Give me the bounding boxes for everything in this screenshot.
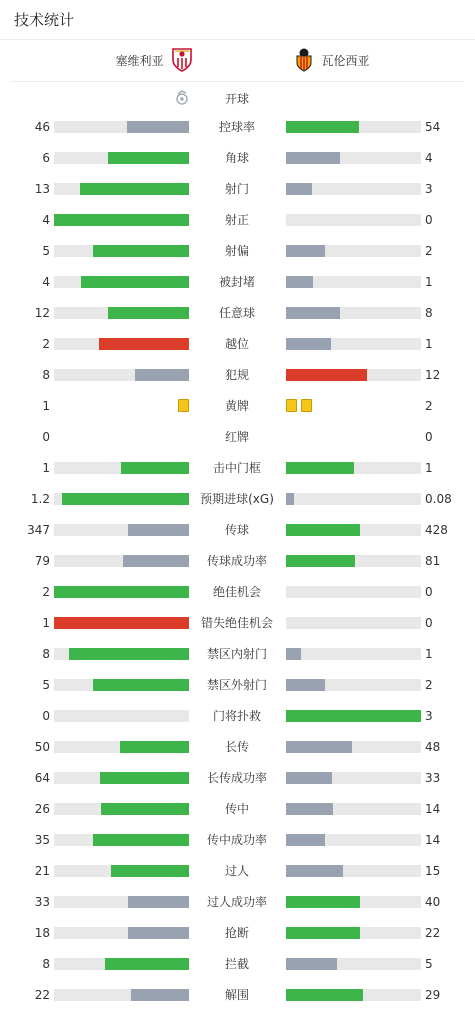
- sevilla-crest-icon: [170, 47, 194, 73]
- away-bar-track: [286, 586, 421, 598]
- away-bar-track: [286, 803, 421, 815]
- home-bar-track: [54, 493, 189, 505]
- stat-label: 传中成功率: [206, 833, 267, 847]
- home-bar-fill: [93, 245, 189, 257]
- home-bar-fill: [131, 989, 189, 1001]
- stat-row: [0, 577, 475, 608]
- away-bar-fill: [286, 307, 340, 319]
- away-bar-fill: [286, 927, 360, 939]
- away-bar-fill: [286, 772, 332, 784]
- away-bar-track: [286, 121, 421, 133]
- stat-row: [0, 794, 475, 825]
- away-value: 4: [425, 151, 433, 165]
- home-bar-fill: [54, 586, 189, 598]
- away-bar-fill: [286, 555, 355, 567]
- stat-row: [0, 236, 475, 267]
- stat-row: [0, 763, 475, 794]
- home-value: 347: [27, 523, 50, 537]
- home-bar-track: [54, 276, 189, 288]
- away-bar-fill: [286, 803, 333, 815]
- home-bar-track: [54, 369, 189, 381]
- home-value: 0: [42, 709, 50, 723]
- away-yellow-cards: [286, 399, 312, 412]
- stat-row: [0, 453, 475, 484]
- stat-row: [0, 360, 475, 391]
- away-bar-track: [286, 307, 421, 319]
- home-bar-fill: [121, 462, 189, 474]
- home-value: 64: [34, 771, 50, 785]
- home-value: 35: [34, 833, 50, 847]
- away-value: 2: [425, 678, 433, 692]
- stat-label: 传中: [224, 802, 249, 816]
- home-value: 6: [42, 151, 50, 165]
- away-bar-fill: [286, 183, 312, 195]
- stat-row: [0, 825, 475, 856]
- away-bar-track: [286, 927, 421, 939]
- away-bar-track: [286, 958, 421, 970]
- page-title: 技术统计: [14, 11, 75, 29]
- stat-label: 禁区外射门: [206, 678, 267, 692]
- stat-row: [0, 732, 475, 763]
- stat-row: [0, 267, 475, 298]
- stat-label: 击中门框: [212, 461, 261, 475]
- stat-label: 黄牌: [224, 399, 249, 413]
- yellow-card-icon: [286, 399, 297, 412]
- stat-row: [0, 639, 475, 670]
- stat-label: 预期进球(xG): [200, 492, 274, 506]
- stat-row: [0, 608, 475, 639]
- home-bar-fill: [111, 865, 189, 877]
- stat-label: 解围: [224, 988, 249, 1002]
- away-bar-track: [286, 183, 421, 195]
- home-value: 4: [42, 213, 50, 227]
- away-bar-track: [286, 834, 421, 846]
- away-bar-track: [286, 648, 421, 660]
- stat-row: [0, 949, 475, 980]
- home-value: 18: [34, 926, 50, 940]
- away-bar-track: [286, 245, 421, 257]
- away-value: 40: [425, 895, 441, 909]
- away-bar-track: [286, 152, 421, 164]
- away-bar-fill: [286, 679, 325, 691]
- away-value: 0: [425, 616, 433, 630]
- home-bar-track: [54, 152, 189, 164]
- stat-label: 射正: [224, 213, 249, 227]
- home-bar-track: [54, 741, 189, 753]
- home-bar-fill: [62, 493, 189, 505]
- home-value: 5: [42, 678, 50, 692]
- away-bar-fill: [286, 989, 363, 1001]
- away-value: 33: [425, 771, 441, 785]
- home-bar-fill: [100, 772, 189, 784]
- stat-row: [0, 484, 475, 515]
- away-bar-fill: [286, 276, 313, 288]
- home-value: 12: [34, 306, 50, 320]
- stat-label: 射偏: [224, 244, 249, 258]
- home-value: 2: [42, 337, 50, 351]
- stat-row: [0, 887, 475, 918]
- home-value: 50: [34, 740, 50, 754]
- stat-label: 控球率: [218, 120, 255, 134]
- away-value: 0: [425, 585, 433, 599]
- stat-label: 禁区内射门: [206, 647, 267, 661]
- away-bar-track: [286, 462, 421, 474]
- home-bar-fill: [54, 617, 189, 629]
- home-bar-track: [54, 865, 189, 877]
- away-team-name: 瓦伦西亚: [321, 53, 370, 68]
- stat-label: 角球: [224, 151, 249, 165]
- home-bar-fill: [105, 958, 189, 970]
- away-bar-track: [286, 276, 421, 288]
- away-value: 22: [425, 926, 441, 940]
- home-bar-track: [54, 307, 189, 319]
- stat-row: [0, 391, 475, 422]
- stat-label: 过人: [224, 864, 249, 878]
- away-bar-track: [286, 555, 421, 567]
- home-value: 22: [34, 988, 50, 1002]
- away-value: 0.08: [425, 492, 452, 506]
- stat-row: [0, 701, 475, 732]
- home-bar-fill: [108, 307, 189, 319]
- away-bar-track: [286, 493, 421, 505]
- home-bar-track: [54, 586, 189, 598]
- stat-label: 射门: [224, 182, 249, 196]
- away-bar-fill: [286, 462, 354, 474]
- teams-header: [10, 40, 465, 82]
- yellow-card-icon: [301, 399, 312, 412]
- home-bar-track: [54, 338, 189, 350]
- stat-label: 传球: [224, 523, 249, 537]
- stat-row: [0, 298, 475, 329]
- home-bar-track: [54, 772, 189, 784]
- away-value: 0: [425, 430, 433, 444]
- away-value: 2: [425, 399, 433, 413]
- away-value: 3: [425, 709, 433, 723]
- stat-label: 任意球: [218, 306, 255, 320]
- stat-label: 越位: [224, 337, 249, 351]
- away-value: 15: [425, 864, 441, 878]
- stat-row: [0, 670, 475, 701]
- stat-label: 门将扑救: [212, 709, 261, 723]
- away-bar-track: [286, 865, 421, 877]
- stat-row: [0, 546, 475, 577]
- away-value: 29: [425, 988, 441, 1002]
- home-bar-track: [54, 121, 189, 133]
- home-bar-fill: [93, 834, 189, 846]
- stat-row: [0, 856, 475, 887]
- away-value: 54: [425, 120, 441, 134]
- home-value: 0: [42, 430, 50, 444]
- stat-label: 绝佳机会: [212, 585, 261, 599]
- stat-label: 红牌: [224, 430, 249, 444]
- home-bar-fill: [128, 524, 189, 536]
- kickoff-row: [0, 82, 475, 112]
- home-bar-fill: [80, 183, 189, 195]
- away-bar-fill: [286, 834, 325, 846]
- stat-label: 拦截: [224, 957, 249, 971]
- stat-row: [0, 918, 475, 949]
- home-value: 1: [42, 399, 50, 413]
- home-value: 8: [42, 368, 50, 382]
- home-value: 4: [42, 275, 50, 289]
- home-bar-fill: [128, 927, 189, 939]
- away-bar-fill: [286, 958, 337, 970]
- away-bar-fill: [286, 524, 360, 536]
- away-bar-track: [286, 896, 421, 908]
- home-value: 13: [34, 182, 50, 196]
- stats-header: [0, 0, 475, 40]
- away-value: 8: [425, 306, 433, 320]
- away-value: 5: [425, 957, 433, 971]
- home-value: 2: [42, 585, 50, 599]
- valencia-crest-icon: [292, 47, 316, 73]
- away-bar-fill: [286, 741, 352, 753]
- home-bar-fill: [69, 648, 189, 660]
- stat-label: 错失绝佳机会: [200, 616, 273, 630]
- away-bar-track: [286, 214, 421, 226]
- away-bar-track: [286, 617, 421, 629]
- away-bar-track: [286, 338, 421, 350]
- away-team[interactable]: [292, 47, 370, 73]
- away-bar-fill: [286, 865, 343, 877]
- home-value: 5: [42, 244, 50, 258]
- away-bar-track: [286, 772, 421, 784]
- home-bar-track: [54, 555, 189, 567]
- home-bar-track: [54, 834, 189, 846]
- away-bar-track: [286, 369, 421, 381]
- home-bar-fill: [101, 803, 189, 815]
- stat-label: 被封堵: [218, 275, 255, 289]
- home-bar-track: [54, 617, 189, 629]
- away-bar-fill: [286, 121, 359, 133]
- away-value: 14: [425, 833, 441, 847]
- away-value: 2: [425, 244, 433, 258]
- stat-label: 犯规: [224, 368, 249, 382]
- home-value: 1: [42, 461, 50, 475]
- away-bar-track: [286, 524, 421, 536]
- home-bar-track: [54, 214, 189, 226]
- stat-row: [0, 980, 475, 1011]
- away-value: 14: [425, 802, 441, 816]
- away-bar-track: [286, 710, 421, 722]
- home-bar-track: [54, 679, 189, 691]
- home-value: 33: [34, 895, 50, 909]
- home-bar-track: [54, 927, 189, 939]
- stat-row: [0, 515, 475, 546]
- stat-row: [0, 205, 475, 236]
- home-bar-fill: [120, 741, 189, 753]
- home-value: 8: [42, 647, 50, 661]
- home-value: 21: [34, 864, 50, 878]
- away-bar-fill: [286, 338, 331, 350]
- stat-row: [0, 112, 475, 143]
- stat-row: [0, 174, 475, 205]
- home-bar-fill: [123, 555, 189, 567]
- stat-row: [0, 422, 475, 453]
- home-bar-fill: [54, 214, 189, 226]
- home-value: 79: [34, 554, 50, 568]
- home-bar-fill: [128, 896, 189, 908]
- home-bar-fill: [99, 338, 189, 350]
- home-bar-track: [54, 462, 189, 474]
- stat-row: [0, 143, 475, 174]
- kickoff-label: 开球: [224, 92, 249, 106]
- home-bar-track: [54, 710, 189, 722]
- away-value: 1: [425, 647, 433, 661]
- home-bar-fill: [135, 369, 189, 381]
- home-value: 26: [34, 802, 50, 816]
- away-value: 1: [425, 461, 433, 475]
- stat-label: 传球成功率: [206, 554, 267, 568]
- away-value: 428: [425, 523, 448, 537]
- home-bar-fill: [108, 152, 189, 164]
- away-value: 3: [425, 182, 433, 196]
- home-bar-track: [54, 896, 189, 908]
- away-bar-track: [286, 989, 421, 1001]
- away-bar-track: [286, 741, 421, 753]
- home-bar-track: [54, 803, 189, 815]
- home-bar-track: [54, 648, 189, 660]
- home-bar-track: [54, 183, 189, 195]
- away-value: 1: [425, 337, 433, 351]
- away-bar-fill: [286, 369, 367, 381]
- home-value: 8: [42, 957, 50, 971]
- home-bar-fill: [127, 121, 189, 133]
- home-team-name: 塞维利亚: [115, 53, 164, 68]
- away-bar-track: [286, 679, 421, 691]
- stat-label: 过人成功率: [206, 895, 267, 909]
- away-bar-fill: [286, 710, 421, 722]
- stat-row: [0, 329, 475, 360]
- away-bar-fill: [286, 152, 340, 164]
- stat-label: 抢断: [224, 926, 249, 940]
- stats-list: [0, 112, 475, 1011]
- home-value: 1: [42, 616, 50, 630]
- home-bar-track: [54, 245, 189, 257]
- home-value: 1.2: [30, 492, 50, 506]
- away-value: 0: [425, 213, 433, 227]
- stat-label: 长传成功率: [206, 771, 267, 785]
- away-value: 48: [425, 740, 441, 754]
- away-value: 1: [425, 275, 433, 289]
- stat-label: 长传: [224, 740, 249, 754]
- away-value: 81: [425, 554, 441, 568]
- home-bar-track: [54, 524, 189, 536]
- home-bar-fill: [93, 679, 189, 691]
- away-bar-fill: [286, 648, 301, 660]
- away-bar-fill: [286, 896, 360, 908]
- home-team[interactable]: [115, 47, 193, 73]
- away-bar-fill: [286, 245, 325, 257]
- home-bar-fill: [81, 276, 189, 288]
- away-bar-fill: [286, 493, 294, 505]
- home-bar-track: [54, 989, 189, 1001]
- away-value: 12: [425, 368, 441, 382]
- home-bar-track: [54, 958, 189, 970]
- home-value: 46: [34, 120, 50, 134]
